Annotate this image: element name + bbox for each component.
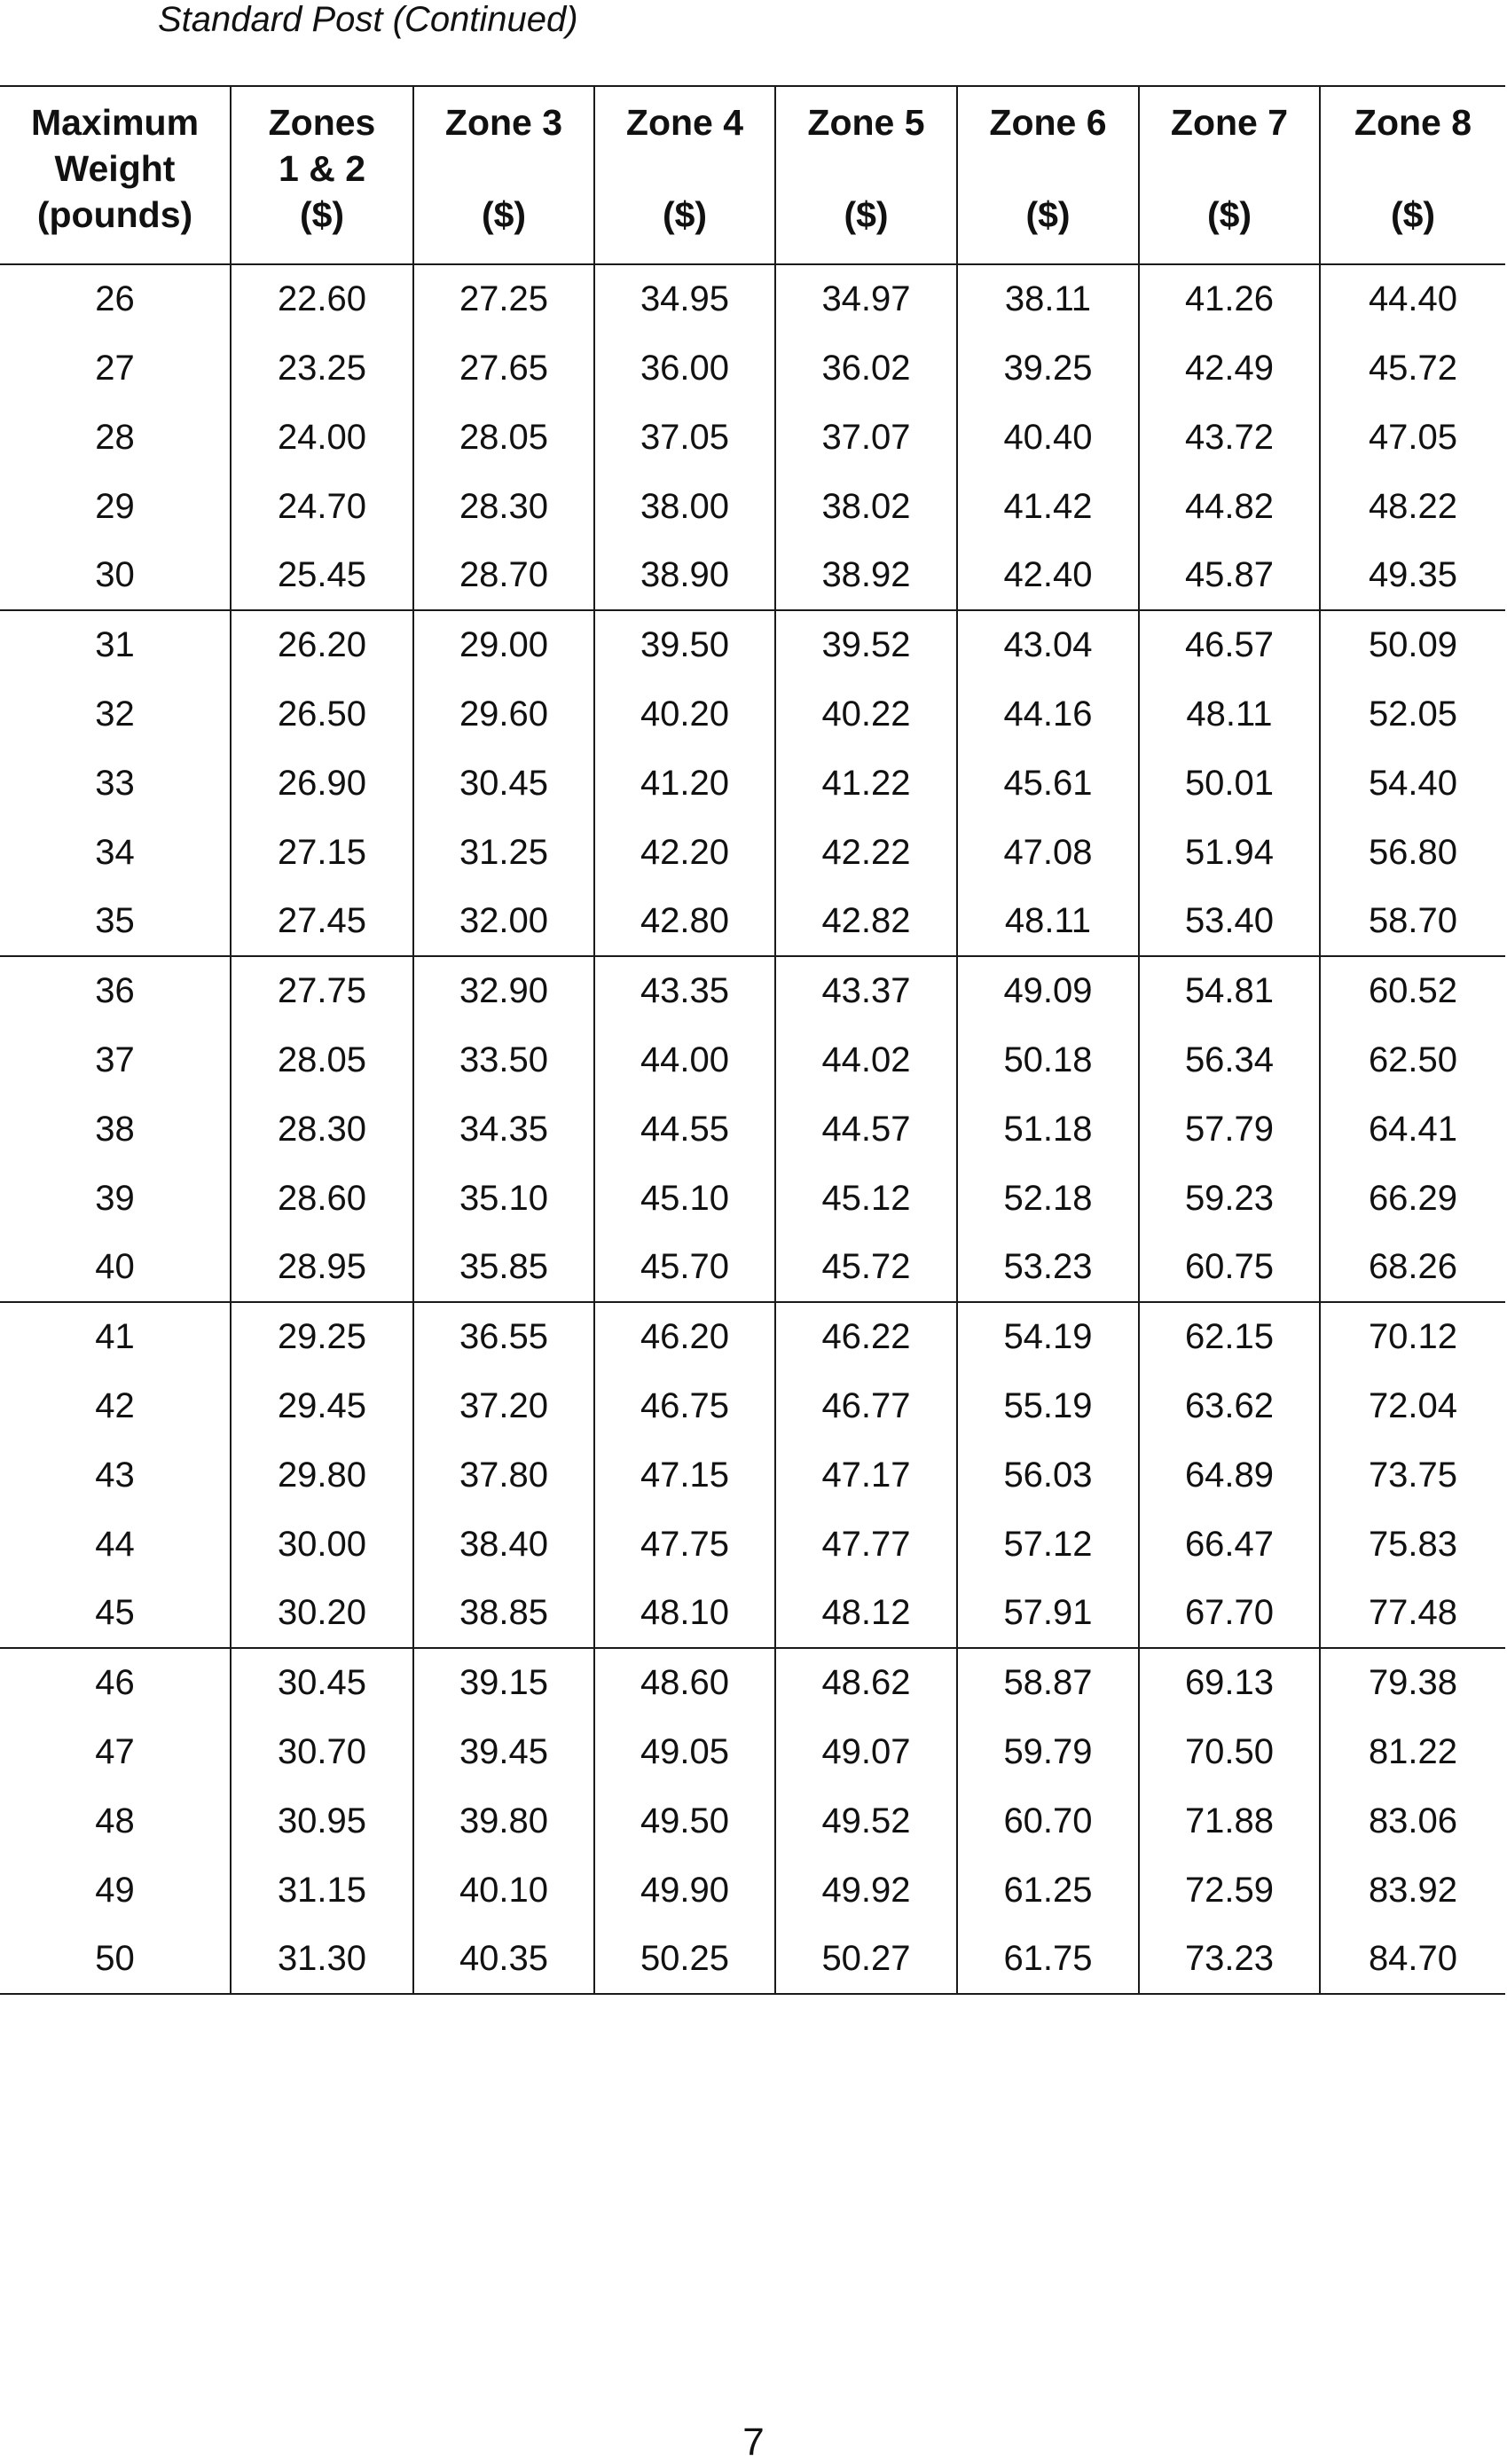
weight-cell: 39 xyxy=(95,1178,135,1218)
rate-cell: 63.62 xyxy=(1139,1371,1320,1440)
rate-cell: 51.94 xyxy=(1139,818,1320,887)
column-header-line: Zone 4 xyxy=(625,102,744,143)
weight-cell: 40 xyxy=(95,1247,135,1286)
rate-cell: 29.80 xyxy=(231,1440,413,1510)
weight-cell: 35 xyxy=(95,901,135,940)
rate-cell: 47.05 xyxy=(1320,403,1505,472)
column-header-line: Weight xyxy=(54,148,176,189)
column-header-unit: ($) xyxy=(662,194,708,235)
rate-cell: 69.13 xyxy=(1139,1648,1320,1717)
rate-cell: 75.83 xyxy=(1320,1510,1505,1579)
rate-cell: 38.92 xyxy=(775,541,957,610)
table-row xyxy=(0,1440,1505,1510)
weight-cell: 26 xyxy=(95,279,135,318)
rate-cell: 46.22 xyxy=(775,1302,957,1371)
table-header xyxy=(0,86,1505,264)
rate-cell: 56.03 xyxy=(957,1440,1139,1510)
rate-cell: 27.45 xyxy=(231,887,413,956)
rate-cell: 37.80 xyxy=(413,1440,594,1510)
column-header-zone xyxy=(594,86,775,264)
rate-cell: 30.70 xyxy=(231,1717,413,1786)
rate-cell: 46.77 xyxy=(775,1371,957,1440)
column-header-zone xyxy=(1320,86,1505,264)
rate-cell: 60.52 xyxy=(1320,956,1505,1025)
rate-cell: 48.60 xyxy=(594,1648,775,1717)
rate-cell: 42.22 xyxy=(775,818,957,887)
rate-cell: 49.05 xyxy=(594,1717,775,1786)
column-header-line: Maximum xyxy=(30,102,200,143)
rate-cell: 37.07 xyxy=(775,403,957,472)
rate-cell: 27.75 xyxy=(231,956,413,1025)
page-heading: Standard Post (Continued) xyxy=(158,0,578,39)
rate-cell: 50.09 xyxy=(1320,610,1505,679)
table-row xyxy=(0,1717,1505,1786)
table-row xyxy=(0,956,1505,1025)
column-header-unit: ($) xyxy=(1025,194,1071,235)
rate-cell: 37.20 xyxy=(413,1371,594,1440)
rate-cell: 42.80 xyxy=(594,887,775,956)
rate-cell: 28.05 xyxy=(413,403,594,472)
rate-cell: 61.75 xyxy=(957,1925,1139,1994)
weight-cell: 37 xyxy=(95,1040,135,1079)
rate-cell: 67.70 xyxy=(1139,1579,1320,1648)
rate-cell: 47.77 xyxy=(775,1510,957,1579)
column-header-unit: ($) xyxy=(299,194,345,235)
rate-cell: 70.50 xyxy=(1139,1717,1320,1786)
rate-cell: 50.01 xyxy=(1139,749,1320,818)
rate-cell: 50.27 xyxy=(775,1925,957,1994)
rate-cell: 41.42 xyxy=(957,472,1139,541)
rate-cell: 62.50 xyxy=(1320,1025,1505,1095)
rate-cell: 79.38 xyxy=(1320,1648,1505,1717)
rate-cell: 39.15 xyxy=(413,1648,594,1717)
rate-cell: 48.11 xyxy=(957,887,1139,956)
rate-cell: 49.09 xyxy=(957,956,1139,1025)
rate-cell: 34.35 xyxy=(413,1095,594,1164)
column-header-zone xyxy=(413,86,594,264)
column-header-zone xyxy=(957,86,1139,264)
rate-cell: 26.50 xyxy=(231,679,413,749)
weight-cell: 46 xyxy=(0,1648,231,1717)
table-row xyxy=(0,1164,1505,1233)
rate-cell: 30.45 xyxy=(231,1648,413,1717)
table-row xyxy=(0,403,1505,472)
rate-cell: 30.20 xyxy=(231,1579,413,1648)
rate-cell: 40.22 xyxy=(775,679,957,749)
column-header-weight xyxy=(0,86,231,264)
rate-cell: 35.85 xyxy=(413,1233,594,1302)
rate-cell: 36.02 xyxy=(775,334,957,403)
rate-cell: 37.05 xyxy=(594,403,775,472)
rate-cell: 38.85 xyxy=(413,1579,594,1648)
rate-cell: 52.18 xyxy=(957,1164,1139,1233)
table-row xyxy=(0,1510,1505,1579)
rate-cell: 42.49 xyxy=(1139,334,1320,403)
table-row xyxy=(0,679,1505,749)
table-row xyxy=(0,1648,1505,1717)
weight-cell: 49 xyxy=(95,1870,135,1910)
rate-cell: 49.07 xyxy=(775,1717,957,1786)
rate-cell: 34.97 xyxy=(775,264,957,334)
rate-cell: 45.10 xyxy=(594,1164,775,1233)
column-header-line: Zone 3 xyxy=(444,102,563,143)
rate-cell: 28.70 xyxy=(413,541,594,610)
rate-cell: 39.52 xyxy=(775,610,957,679)
rate-cell: 28.60 xyxy=(231,1164,413,1233)
rate-cell: 52.05 xyxy=(1320,679,1505,749)
rate-cell: 53.23 xyxy=(957,1233,1139,1302)
weight-cell: 28 xyxy=(95,417,135,457)
rate-cell: 40.20 xyxy=(594,679,775,749)
weight-cell: 31 xyxy=(0,610,231,679)
rate-cell: 40.40 xyxy=(957,403,1139,472)
table-row xyxy=(0,1579,1505,1648)
rate-cell: 44.55 xyxy=(594,1095,775,1164)
table-row xyxy=(0,818,1505,887)
weight-cell: 27 xyxy=(95,348,135,388)
rate-cell: 46.75 xyxy=(594,1371,775,1440)
table-row xyxy=(0,887,1505,956)
rate-cell: 53.40 xyxy=(1139,887,1320,956)
rate-cell: 64.41 xyxy=(1320,1095,1505,1164)
rate-cell: 47.17 xyxy=(775,1440,957,1510)
rate-cell: 58.87 xyxy=(957,1648,1139,1717)
rate-cell: 48.11 xyxy=(1139,679,1320,749)
weight-cell: 44 xyxy=(95,1524,135,1564)
rate-cell: 29.25 xyxy=(231,1302,413,1371)
rate-cell: 73.75 xyxy=(1320,1440,1505,1510)
rate-cell: 66.29 xyxy=(1320,1164,1505,1233)
rate-cell: 45.72 xyxy=(1320,334,1505,403)
rate-cell: 38.90 xyxy=(594,541,775,610)
table-body xyxy=(0,264,1505,1994)
rate-cell: 36.55 xyxy=(413,1302,594,1371)
rate-cell: 42.82 xyxy=(775,887,957,956)
rate-cell: 45.87 xyxy=(1139,541,1320,610)
rate-cell: 29.00 xyxy=(413,610,594,679)
column-header-unit: ($) xyxy=(481,194,527,235)
column-header-zone xyxy=(231,86,413,264)
rate-cell: 45.72 xyxy=(775,1233,957,1302)
rate-cell: 84.70 xyxy=(1320,1925,1505,1994)
rate-cell: 36.00 xyxy=(594,334,775,403)
rate-cell: 40.10 xyxy=(413,1856,594,1925)
rate-cell: 57.12 xyxy=(957,1510,1139,1579)
rate-cell: 49.50 xyxy=(594,1786,775,1856)
rate-cell: 28.05 xyxy=(231,1025,413,1095)
weight-cell: 47 xyxy=(95,1731,135,1771)
table-row xyxy=(0,749,1505,818)
rate-cell: 43.37 xyxy=(775,956,957,1025)
rate-cell: 43.04 xyxy=(957,610,1139,679)
column-header-line: (pounds) xyxy=(36,194,193,235)
rate-cell: 70.12 xyxy=(1320,1302,1505,1371)
rate-cell: 28.30 xyxy=(413,472,594,541)
rate-cell: 60.75 xyxy=(1139,1233,1320,1302)
rate-cell: 59.79 xyxy=(957,1717,1139,1786)
rate-cell: 54.81 xyxy=(1139,956,1320,1025)
rate-cell: 59.23 xyxy=(1139,1164,1320,1233)
rate-cell: 34.95 xyxy=(594,264,775,334)
column-header-unit: ($) xyxy=(1390,194,1436,235)
table-row xyxy=(0,1025,1505,1095)
column-header-zone xyxy=(1139,86,1320,264)
rate-cell: 48.12 xyxy=(775,1579,957,1648)
rate-cell: 28.95 xyxy=(231,1233,413,1302)
weight-cell: 36 xyxy=(0,956,231,1025)
rate-cell: 38.40 xyxy=(413,1510,594,1579)
rate-cell: 81.22 xyxy=(1320,1717,1505,1786)
rate-cell: 51.18 xyxy=(957,1095,1139,1164)
rate-cell: 30.45 xyxy=(413,749,594,818)
rate-cell: 83.06 xyxy=(1320,1786,1505,1856)
rate-cell: 48.22 xyxy=(1320,472,1505,541)
rate-cell: 44.16 xyxy=(957,679,1139,749)
rate-cell: 28.30 xyxy=(231,1095,413,1164)
rate-cell: 45.70 xyxy=(594,1233,775,1302)
weight-cell: 48 xyxy=(95,1801,135,1840)
rate-cell: 22.60 xyxy=(231,264,413,334)
rate-cell: 56.80 xyxy=(1320,818,1505,887)
header-row xyxy=(0,86,1505,264)
rate-cell: 31.25 xyxy=(413,818,594,887)
rate-cell: 31.15 xyxy=(231,1856,413,1925)
rate-cell: 32.00 xyxy=(413,887,594,956)
rate-cell: 71.88 xyxy=(1139,1786,1320,1856)
rate-cell: 64.89 xyxy=(1139,1440,1320,1510)
rate-cell: 26.90 xyxy=(231,749,413,818)
column-header-line: 1 & 2 xyxy=(279,148,365,189)
weight-cell: 42 xyxy=(95,1385,135,1425)
rate-cell: 23.25 xyxy=(231,334,413,403)
rate-cell: 49.90 xyxy=(594,1856,775,1925)
rate-cell: 41.20 xyxy=(594,749,775,818)
weight-cell: 33 xyxy=(95,763,135,803)
rate-cell: 49.35 xyxy=(1320,541,1505,610)
column-header-unit: ($) xyxy=(1206,194,1252,235)
rate-cell: 40.35 xyxy=(413,1925,594,1994)
weight-cell: 50 xyxy=(0,1925,231,1994)
table-row xyxy=(0,1925,1505,1994)
rate-cell: 24.70 xyxy=(231,472,413,541)
rate-cell: 61.25 xyxy=(957,1856,1139,1925)
rate-cell: 45.61 xyxy=(957,749,1139,818)
table-row xyxy=(0,541,1505,610)
rate-cell: 56.34 xyxy=(1139,1025,1320,1095)
table-row xyxy=(0,1856,1505,1925)
rate-cell: 41.22 xyxy=(775,749,957,818)
column-header-line: Zone 8 xyxy=(1354,102,1472,143)
rate-cell: 38.00 xyxy=(594,472,775,541)
rate-cell: 48.62 xyxy=(775,1648,957,1717)
weight-cell: 41 xyxy=(0,1302,231,1371)
rate-cell: 68.26 xyxy=(1320,1233,1505,1302)
rate-cell: 66.47 xyxy=(1139,1510,1320,1579)
rate-cell: 43.35 xyxy=(594,956,775,1025)
rate-cell: 72.59 xyxy=(1139,1856,1320,1925)
rate-cell: 44.02 xyxy=(775,1025,957,1095)
rate-cell: 29.60 xyxy=(413,679,594,749)
rate-cell: 73.23 xyxy=(1139,1925,1320,1994)
table-row xyxy=(0,1786,1505,1856)
rate-cell: 57.91 xyxy=(957,1579,1139,1648)
rate-cell: 44.57 xyxy=(775,1095,957,1164)
rate-cell: 49.52 xyxy=(775,1786,957,1856)
page-number: 7 xyxy=(742,2421,765,2464)
rate-cell: 43.72 xyxy=(1139,403,1320,472)
rate-cell: 44.00 xyxy=(594,1025,775,1095)
rate-cell: 42.20 xyxy=(594,818,775,887)
rate-cell: 30.00 xyxy=(231,1510,413,1579)
rate-cell: 25.45 xyxy=(231,541,413,610)
rate-cell: 62.15 xyxy=(1139,1302,1320,1371)
column-header-unit: ($) xyxy=(844,194,889,235)
rate-cell: 54.19 xyxy=(957,1302,1139,1371)
table-row xyxy=(0,334,1505,403)
rate-cell: 24.00 xyxy=(231,403,413,472)
rate-cell: 39.50 xyxy=(594,610,775,679)
rate-cell: 46.20 xyxy=(594,1302,775,1371)
rate-cell: 26.20 xyxy=(231,610,413,679)
rate-cell: 47.75 xyxy=(594,1510,775,1579)
column-header-line: Zone 5 xyxy=(807,102,925,143)
rate-cell: 44.82 xyxy=(1139,472,1320,541)
rate-cell: 35.10 xyxy=(413,1164,594,1233)
column-header-line: Zone 6 xyxy=(989,102,1107,143)
rate-cell: 27.15 xyxy=(231,818,413,887)
rate-cell: 72.04 xyxy=(1320,1371,1505,1440)
weight-cell: 45 xyxy=(95,1593,135,1632)
weight-cell: 43 xyxy=(95,1455,135,1495)
rate-cell: 27.65 xyxy=(413,334,594,403)
rate-cell: 45.12 xyxy=(775,1164,957,1233)
weight-cell: 29 xyxy=(95,486,135,526)
table-row xyxy=(0,1095,1505,1164)
rate-cell: 42.40 xyxy=(957,541,1139,610)
rate-cell: 27.25 xyxy=(413,264,594,334)
weight-cell: 30 xyxy=(95,555,135,594)
rate-cell: 57.79 xyxy=(1139,1095,1320,1164)
table-row xyxy=(0,1371,1505,1440)
rate-cell: 44.40 xyxy=(1320,264,1505,334)
rate-cell: 39.45 xyxy=(413,1717,594,1786)
weight-cell: 34 xyxy=(95,832,135,872)
table-row xyxy=(0,264,1505,334)
rate-cell: 38.02 xyxy=(775,472,957,541)
table-row xyxy=(0,472,1505,541)
rate-cell: 77.48 xyxy=(1320,1579,1505,1648)
rate-cell: 60.70 xyxy=(957,1786,1139,1856)
weight-cell: 38 xyxy=(95,1109,135,1149)
rate-cell: 33.50 xyxy=(413,1025,594,1095)
rate-cell: 48.10 xyxy=(594,1579,775,1648)
weight-cell: 32 xyxy=(95,694,135,734)
rate-cell: 49.92 xyxy=(775,1856,957,1925)
rate-cell: 31.30 xyxy=(231,1925,413,1994)
rate-cell: 47.15 xyxy=(594,1440,775,1510)
rate-cell: 47.08 xyxy=(957,818,1139,887)
table-row xyxy=(0,1233,1505,1302)
rate-cell: 29.45 xyxy=(231,1371,413,1440)
rate-table xyxy=(0,85,1505,1995)
table-row xyxy=(0,610,1505,679)
table-row xyxy=(0,1302,1505,1371)
rate-cell: 41.26 xyxy=(1139,264,1320,334)
rate-cell: 39.80 xyxy=(413,1786,594,1856)
rate-cell: 46.57 xyxy=(1139,610,1320,679)
rate-cell: 58.70 xyxy=(1320,887,1505,956)
column-header-zone xyxy=(775,86,957,264)
rate-cell: 38.11 xyxy=(957,264,1139,334)
rate-cell: 83.92 xyxy=(1320,1856,1505,1925)
rate-cell: 54.40 xyxy=(1320,749,1505,818)
column-header-line: Zones xyxy=(268,102,376,143)
rate-cell: 30.95 xyxy=(231,1786,413,1856)
rate-cell: 32.90 xyxy=(413,956,594,1025)
rate-cell: 55.19 xyxy=(957,1371,1139,1440)
column-header-line: Zone 7 xyxy=(1170,102,1289,143)
rate-cell: 50.25 xyxy=(594,1925,775,1994)
rate-cell: 50.18 xyxy=(957,1025,1139,1095)
rate-cell: 39.25 xyxy=(957,334,1139,403)
